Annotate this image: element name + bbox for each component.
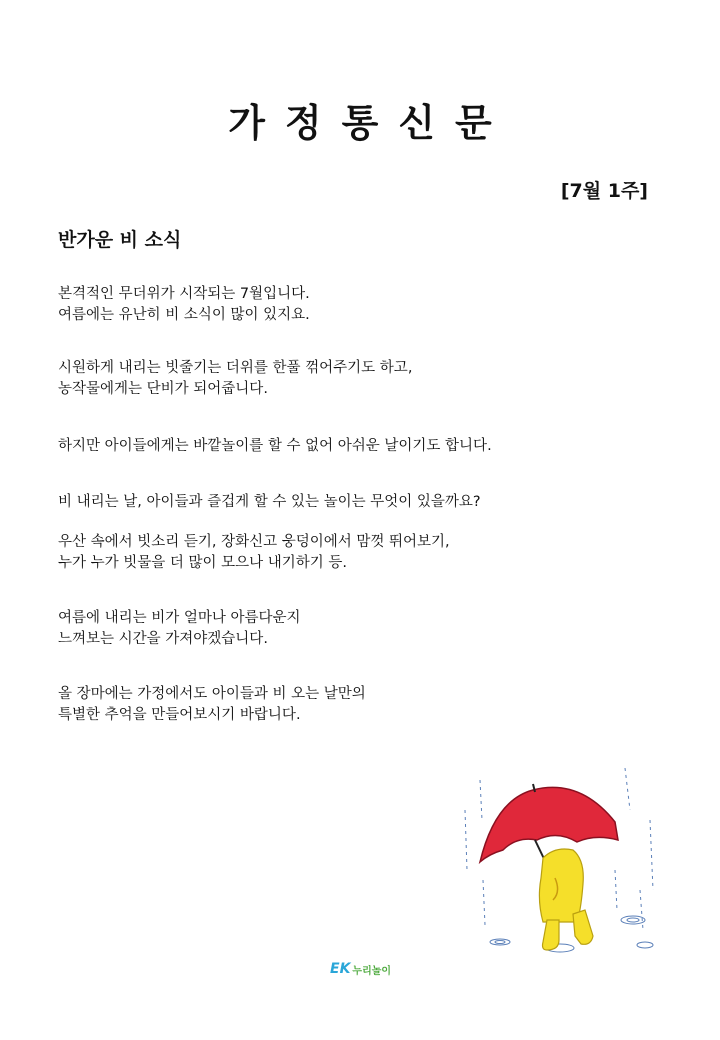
paragraph-line: 올 장마에는 가정에서도 아이들과 비 오는 날만의	[58, 686, 366, 702]
logo-text: 누리놀이	[352, 965, 392, 977]
child-with-umbrella-illustration	[455, 760, 670, 960]
section-title: 반가운 비 소식	[58, 229, 182, 251]
paragraph-line: 시원하게 내리는 빗줄기는 더위를 한풀 꺾어주기도 하고,	[58, 360, 413, 376]
week-label: [7월 1주]	[560, 180, 648, 202]
paragraph-line: 본격적인 무더위가 시작되는 7월입니다.	[58, 286, 310, 302]
paragraph-7	[58, 684, 366, 726]
paragraph-line: 농작물에게는 단비가 되어줍니다.	[58, 381, 268, 397]
paragraph-line: 여름에는 유난히 비 소식이 많이 있지요.	[58, 307, 310, 323]
brand-logo	[330, 957, 391, 981]
paragraph-line: 누가 누가 빗물을 더 많이 모으나 내기하기 등.	[58, 555, 347, 571]
paragraph-line: 느껴보는 시간을 가져야겠습니다.	[58, 631, 268, 647]
paragraph-6	[58, 608, 301, 650]
paragraph-2	[58, 358, 412, 400]
paragraph-line: 여름에 내리는 비가 얼마나 아름다운지	[58, 610, 301, 626]
paragraph-line: 특별한 추억을 만들어보시기 바랍니다.	[58, 707, 301, 723]
paragraph-line: 비 내리는 날, 아이들과 즐겁게 할 수 있는 놀이는 무엇이 있을까요?	[58, 494, 481, 510]
paragraph-line: 하지만 아이들에게는 바깥놀이를 할 수 없어 아쉬운 날이기도 합니다.	[58, 438, 492, 454]
paragraph-4	[58, 492, 481, 513]
page-title: 가정통신문	[228, 101, 512, 145]
paragraph-line: 우산 속에서 빗소리 듣기, 장화신고 웅덩이에서 맘껏 뛰어보기,	[58, 534, 450, 550]
paragraph-5	[58, 532, 450, 574]
paragraph-1	[58, 284, 310, 326]
logo-ek: EK	[330, 961, 351, 977]
paragraph-3	[58, 436, 492, 457]
